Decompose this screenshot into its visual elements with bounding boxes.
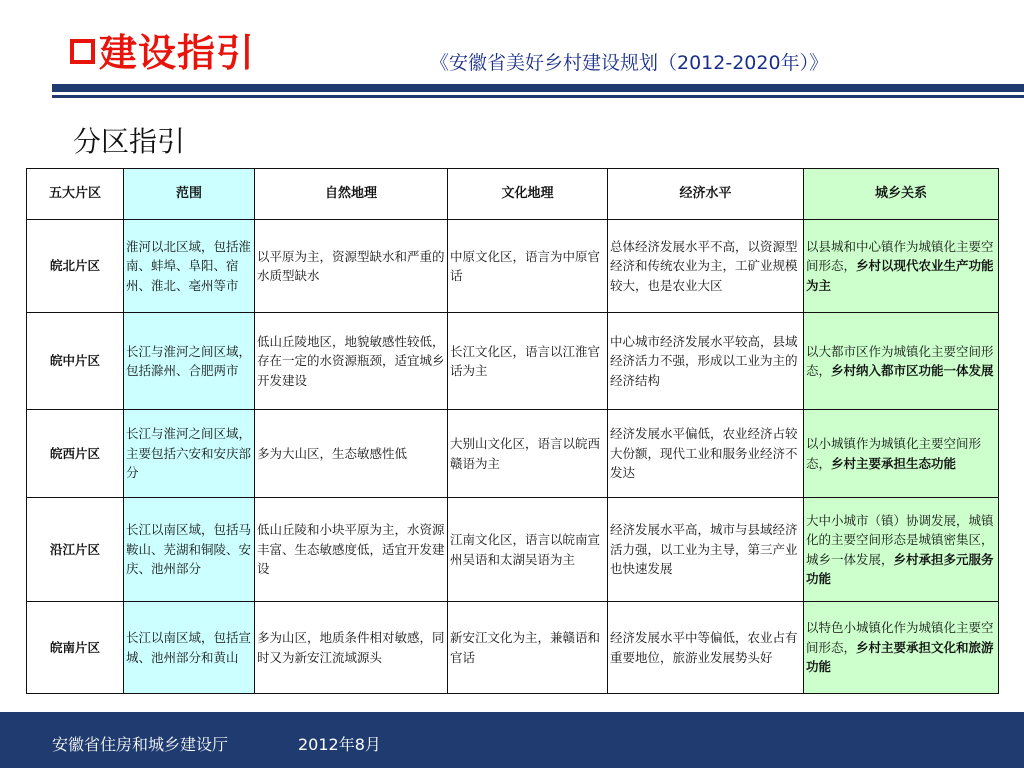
footer-bar: [0, 712, 1024, 768]
region-cell: 皖西片区: [27, 410, 124, 498]
scope-cell: 淮河以北区域，包括淮南、蚌埠、阜阳、宿州、淮北、亳州等市: [124, 220, 255, 313]
relation-cell: [804, 410, 999, 498]
scope-cell: 长江以南区域，包括宣城、池州部分和黄山: [124, 602, 255, 694]
nature-cell: 多为大山区，生态敏感性低: [255, 410, 448, 498]
plan-subtitle: 《安徽省美好乡村建设规划（2012-2020年）》: [430, 52, 829, 74]
region-cell: 皖北片区: [27, 220, 124, 313]
section-title: 分区指引: [73, 125, 186, 158]
table-row: [27, 602, 999, 694]
zoning-guidance-table: [26, 168, 999, 694]
scope-cell: 长江与淮河之间区域，主要包括六安和安庆部分: [124, 410, 255, 498]
header-rule-thin: [52, 95, 1024, 98]
nature-cell: 低山丘陵地区，地貌敏感性较低，存在一定的水资源瓶颈，适宜城乡开发建设: [255, 313, 448, 410]
table-row: [27, 313, 999, 410]
footer-organization: 安徽省住房和城乡建设厅: [52, 735, 229, 754]
col-header-relation: 城乡关系: [804, 169, 999, 220]
region-cell: 皖中片区: [27, 313, 124, 410]
culture-cell: 新安江文化为主，兼赣语和官话: [448, 602, 608, 694]
nature-cell: 低山丘陵和小块平原为主，水资源丰富、生态敏感度低，适宜开发建设: [255, 498, 448, 602]
economy-cell: 经济发展水平偏低，农业经济占较大份额，现代工业和服务业经济不发达: [608, 410, 804, 498]
relation-emphasis: 乡村承担多元服务功能: [806, 551, 994, 586]
relation-cell: [804, 498, 999, 602]
scope-cell: 长江与淮河之间区域，包括滁州、合肥两市: [124, 313, 255, 410]
region-cell: 皖南片区: [27, 602, 124, 694]
slide-title: [70, 22, 255, 77]
header-rule-thick: [52, 84, 1024, 92]
economy-cell: 经济发展水平高，城市与县域经济活力强，以工业为主导，第三产业也快速发展: [608, 498, 804, 602]
culture-cell: 大别山文化区，语言以皖西赣语为主: [448, 410, 608, 498]
relation-text: 大中小城市（镇）协调发展，城镇化的主要空间形态是城镇密集区，城乡一体发展，: [806, 512, 994, 567]
col-header-economy: 经济水平: [608, 169, 804, 220]
table-row: [27, 220, 999, 313]
relation-emphasis: 乡村纳入都市区功能一体发展: [831, 363, 994, 378]
col-header-scope: 范围: [124, 169, 255, 220]
relation-cell: [804, 220, 999, 313]
relation-text: 以大都市区作为城镇化主要空间形态，: [806, 343, 994, 378]
col-header-culture: 文化地理: [448, 169, 608, 220]
col-header-region: 五大片区: [27, 169, 124, 220]
nature-cell: 多为山区，地质条件相对敏感，同时又为新安江流域源头: [255, 602, 448, 694]
table-row: [27, 498, 999, 602]
relation-emphasis: 乡村主要承担生态功能: [831, 455, 957, 471]
nature-cell: 以平原为主，资源型缺水和严重的水质型缺水: [255, 220, 448, 313]
relation-text: 以小城镇作为城镇化主要空间形态，: [806, 436, 982, 471]
table-header-row: [27, 169, 999, 220]
culture-cell: 江南文化区，语言以皖南宣州吴语和太湖吴语为主: [448, 498, 608, 602]
relation-cell: [804, 602, 999, 694]
hollow-square-bullet-icon: [70, 39, 95, 64]
economy-cell: 总体经济发展水平不高，以资源型经济和传统农业为主，工矿业规模较大，也是农业大区: [608, 220, 804, 313]
region-cell: 沿江片区: [27, 498, 124, 602]
scope-cell: 长江以南区域，包括马鞍山、芜湖和铜陵、安庆、池州部分: [124, 498, 255, 602]
relation-text: 以特色小城镇化作为城镇化主要空间形态，: [806, 620, 994, 655]
relation-emphasis: 乡村以现代农业生产功能为主: [806, 258, 994, 293]
economy-cell: 经济发展水平中等偏低，农业占有重要地位，旅游业发展势头好: [608, 602, 804, 694]
col-header-nature: 自然地理: [255, 169, 448, 220]
economy-cell: 中心城市经济发展水平较高，县域经济活力不强，形成以工业为主的经济结构: [608, 313, 804, 410]
relation-emphasis: 乡村主要承担文化和旅游功能: [806, 639, 994, 675]
relation-text: 以县城和中心镇作为城镇化主要空间形态，: [806, 238, 994, 274]
culture-cell: 长江文化区，语言以江淮官话为主: [448, 313, 608, 410]
relation-cell: [804, 313, 999, 410]
footer-date: 2012年8月: [298, 735, 381, 754]
culture-cell: 中原文化区，语言为中原官话: [448, 220, 608, 313]
table-row: [27, 410, 999, 498]
slide-title-text: 建设指引: [99, 31, 256, 75]
